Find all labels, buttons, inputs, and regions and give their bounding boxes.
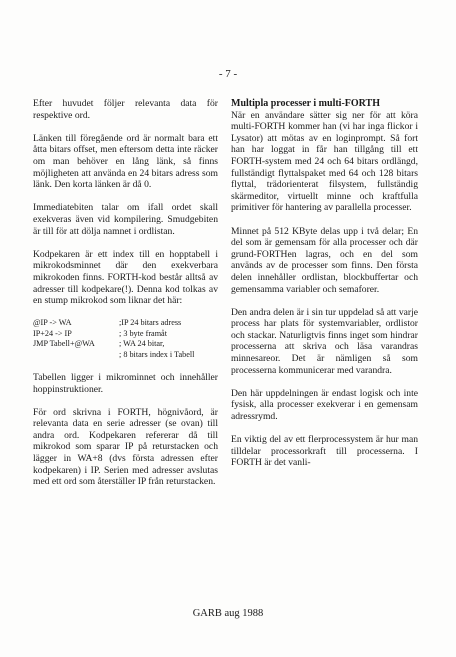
paragraph: Länken till föregående ord är normalt bara ett åtta bitars offset, men eftersom detta inte räcker om man behöver en lång länk, så finns möjligheten att använda en 24 bitars adress som länk. Den korta länken är då 0.	[33, 132, 218, 191]
code-comment: ;IP 24 bitars adress	[119, 318, 182, 328]
paragraph: Minnet på 512 KByte delas upp i två delar; En del som är gemensam för alla processer och där grund-FORTHen lagras, och en del som används av de processer som finns. Den första delen innehåller ordlistan, blockbuffertar och gemensamma variabler och semaforer.	[231, 225, 418, 295]
code-instruction: JMP Tabell+@WA	[33, 339, 95, 349]
paragraph: Efter huvudet följer relevanta data för respektive ord.	[33, 98, 218, 121]
paragraph: Kodpekaren är ett index till en hopptabell i mikrokodsminnet där den exekverbara mikrokoden finns. FORTH-kod består alltså av adresser till kodpekare(!). Denna kod tolkas av en stump mikrokod som liknar det här:	[33, 248, 218, 307]
paragraph: För ord skrivna i FORTH, högnivåord, är relevanta data en serie adresser (se ovan) till andra ord. Kodpekaren refererar då till mikrokod som sparar IP på returstacken och lägger in WA+8 (dvs första adressen efter kodpekaren) i IP. Serien med adresser avslutas med ett ord som återställer IP från returstacken.	[33, 406, 218, 488]
right-column	[231, 98, 418, 481]
paragraph: En viktig del av ett flerprocessystem är hur man tilldelar processorkraft till processerna. I FORTH är det vanli-	[231, 434, 418, 469]
microcode-listing	[33, 318, 218, 360]
code-comment: ; 3 byte framåt	[119, 328, 167, 338]
section-heading: Multipla processer i multi-FORTH	[231, 98, 380, 109]
code-instruction: @IP -> WA	[33, 318, 72, 328]
paragraph: Immediatebiten talar om ifall ordet skall exekveras även vid kompilering. Smudgebiten är till för att dölja namnet i ordlistan.	[33, 202, 218, 237]
page-number: - 7 -	[218, 68, 238, 80]
paragraph: När en användare sätter sig ner för att köra multi-FORTH kommer han (vi har inga flickor i Lysator) att mötas av en loginprompt. Så fort han har loggat in får han tillgång till ett FORTH-system med 24 och 64 bitars ordlängd, fullständigt flyttalspaket med 64 och 128 bitars flyttal, trädorienterat filsystem, fullständig skärmeditor, virtuellt minne och kraftfulla primitiver för hantering av parallella processer.	[231, 109, 418, 214]
code-comment: ; 8 bitars index i Tabell	[119, 349, 195, 359]
left-column	[33, 98, 218, 499]
paragraph: Den här uppdelningen är endast logisk och inte fysisk, alla processer exekverar i en gemensam adressrymd.	[231, 387, 418, 423]
code-comment: ; WA 24 bitar,	[119, 339, 165, 349]
code-instruction	[33, 350, 119, 360]
paragraph: Tabellen ligger i mikrominnet och innehåller hoppinstruktioner.	[33, 371, 218, 395]
paragraph: Den andra delen är i sin tur uppdelad så att varje process har plats för systemvariabler, ordlistor och stackar. Naturligtvis finns inget som hindrar processerna att skriva och läsa varandras minnesareor. Det är nämligen så som processerna kommunicerar med varandra.	[231, 306, 418, 376]
code-instruction: IP+24 -> IP	[33, 328, 72, 338]
page-footer: GARB aug 1988	[192, 608, 264, 619]
